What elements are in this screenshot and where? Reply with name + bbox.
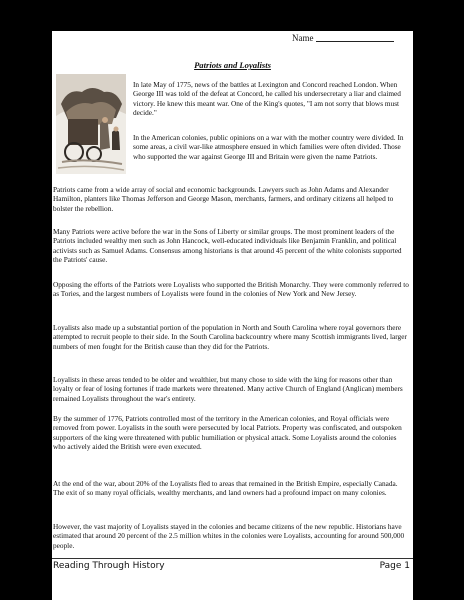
paragraph-9: At the end of the war, about 20% of the Loyalists fled to areas that remained in the British Empire, especially Canada. The exit of so many royal officials, wealthy merchants, and land owners had a profound impact on many colonies. bbox=[53, 479, 398, 498]
worksheet-page bbox=[52, 31, 413, 600]
page-title: Patriots and Loyalists bbox=[194, 60, 271, 70]
name-line bbox=[292, 33, 394, 43]
footer-series-title: Reading Through History bbox=[53, 561, 165, 571]
paragraph-10: However, the vast majority of Loyalists stayed in the colonies and became citizens of the new republic. Historians have estimated that around 20 percent of the 2.5 million whites in the colonies were Loyalists, accounting for around 500,000 people. bbox=[53, 522, 405, 550]
name-blank bbox=[316, 41, 394, 42]
paragraph-3: Patriots came from a wide array of social and economic backgrounds. Lawyers such as John Adams and Alexander Hamilton, planters like Thomas Jefferson and George Mason, merchants, farmers, and ordinary citizens all helped to bolster the rebellion. bbox=[53, 185, 394, 213]
paragraph-4: Many Patriots were active before the war in the Sons of Liberty or similar groups. The most prominent leaders of the Patriots included wealthy men such as John Hancock, well-educated individuals like Benjamin Franklin, and political activists such as Samuel Adams. Consensus among historians is that around 45 percent of the white colonists supported the Patriots' cause. bbox=[53, 227, 402, 265]
page-number: Page 1 bbox=[379, 561, 410, 571]
paragraph-2: In the American colonies, public opinions on a war with the mother country were divided. In some areas, a civil war-like atmosphere ensued in which families were often divided. Those who supported the war against George III and Britain were given the name Patriots. bbox=[133, 133, 404, 161]
paragraph-5: Opposing the efforts of the Patriots were Loyalists who supported the British Monarchy. They were commonly referred to as Tories, and the largest numbers of Loyalists were found in the colonies of New York and New Jersey. bbox=[53, 280, 409, 299]
paragraph-8: By the summer of 1776, Patriots controlled most of the territory in the American colonies, and Royal officials were removed from power. Loyalists in the south were persecuted by local Patriots. Property was confiscated, and outspoken supporters of the king were threatened with public humiliation or physical attack. Some Loyalists around the colonies who actively aided the British were even executed. bbox=[53, 414, 402, 452]
name-label: Name bbox=[292, 33, 314, 43]
paragraph-7: Loyalists in these areas tended to be older and wealthier, but many chose to side with the king for reasons other than loyalty or fear of losing fortunes if trade markets were threatened. Many active Church of England (Anglican) members remained Loyalists throughout the war's entirety. bbox=[53, 375, 403, 403]
footer-rule bbox=[52, 558, 413, 559]
paragraph-6: Loyalists also made up a substantial portion of the population in North and South Carolina where royal governors there attempted to recruit people to their side. In the South Carolina backcountry where many Scottish immigrants lived, larger numbers of men fought for the British cause than they did for the Patriots. bbox=[53, 323, 407, 351]
loyalist-family-illustration bbox=[56, 74, 126, 174]
paragraph-1: In late May of 1775, news of the battles at Lexington and Concord reached London. When George III was told of the defeat at Concord, he called his undersecretary a liar and claimed victory. He knew this meant war. One of the King's quotes, "I am not sorry that blows must decide." bbox=[133, 80, 401, 118]
